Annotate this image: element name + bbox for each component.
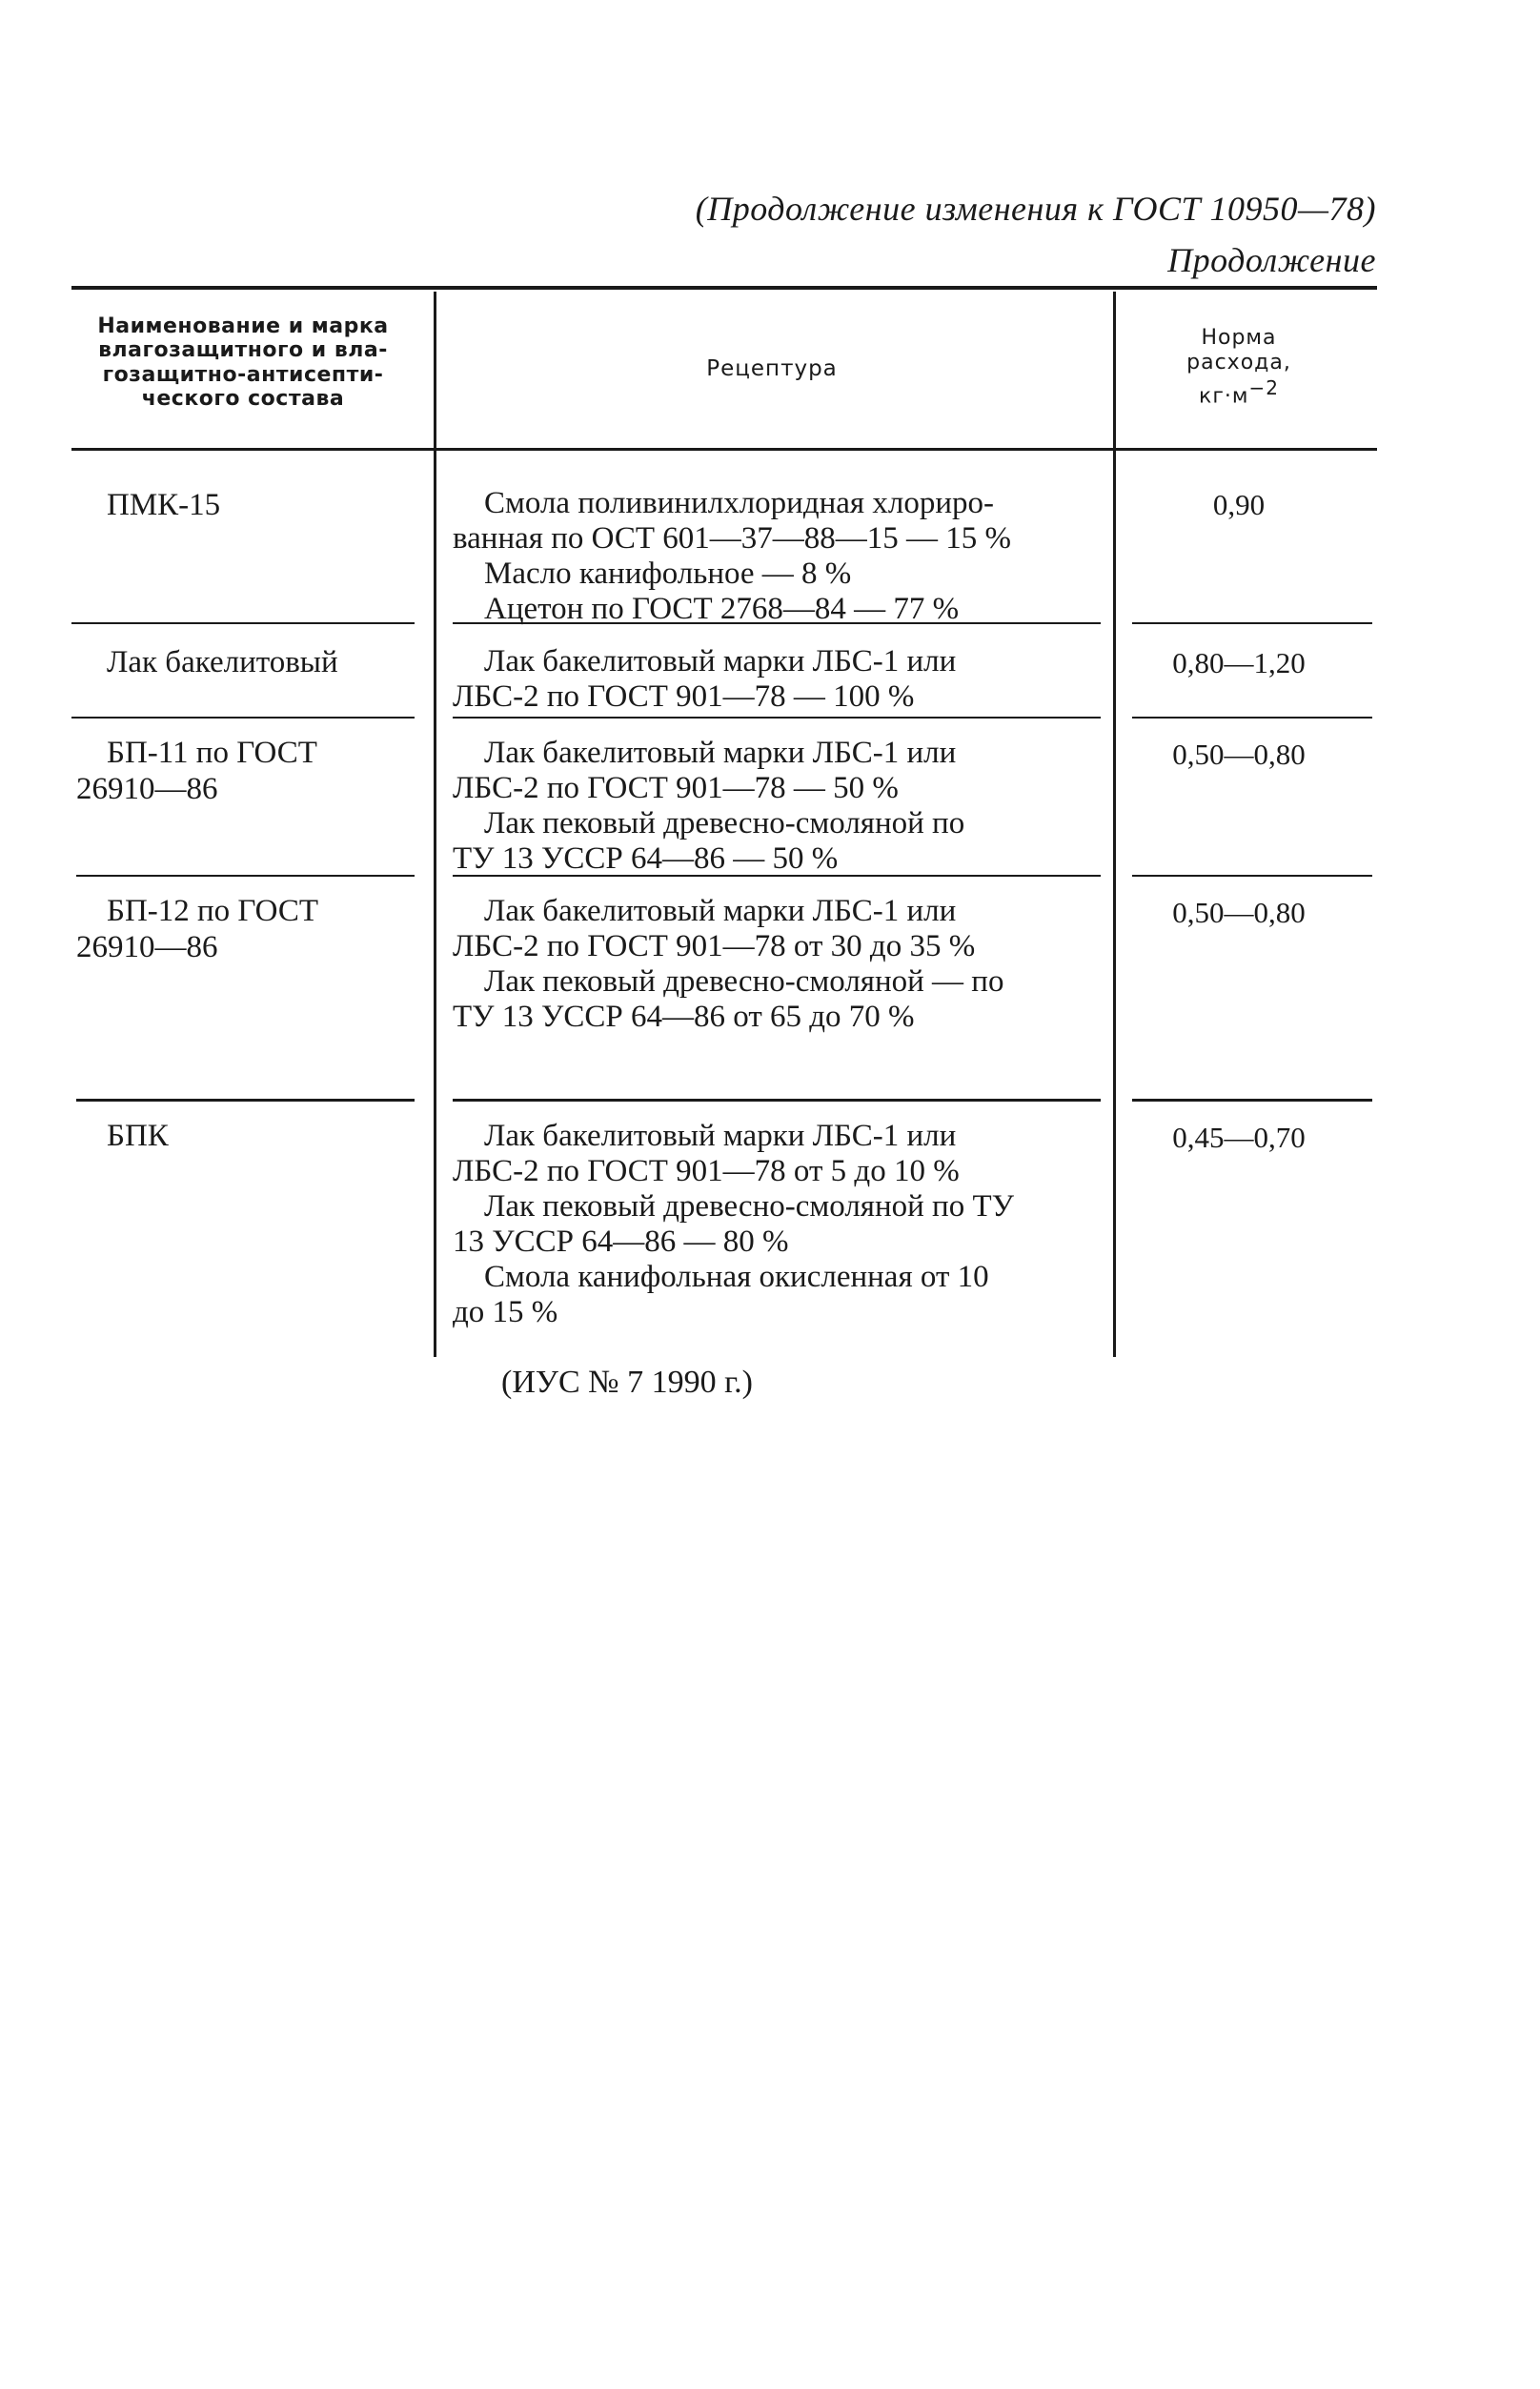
recipe-line: ЛБС-2 по ГОСТ 901—78 — 50 % — [453, 771, 899, 805]
recipe-line: ТУ 13 УССР 64—86 — 50 % — [453, 841, 839, 876]
recipe-line: ЛБС-2 по ГОСТ 901—78 от 5 до 10 % — [453, 1154, 960, 1188]
row-recipe — [453, 736, 1105, 877]
recipe-line: Лак бакелитовый марки ЛБС-1 или — [484, 1119, 957, 1153]
column-header-name-line: Наименование и марка — [97, 314, 389, 338]
row-name — [76, 736, 317, 808]
column-header-name-line: гозащитно-антисепти- — [102, 362, 384, 387]
row-norm: 0,50—0,80 — [1172, 896, 1306, 929]
row-separator — [1132, 875, 1372, 877]
column-header-name-line: влагозащитного и вла- — [98, 338, 388, 363]
row-recipe — [453, 894, 1105, 1035]
recipe-line: Лак бакелитовый марки ЛБС-1 или — [484, 736, 957, 770]
column-header-name-line: ческого состава — [141, 386, 345, 411]
row-separator — [453, 717, 1101, 719]
column-divider-left — [434, 292, 436, 1357]
recipe-line: Лак бакелитовый марки ЛБС-1 или — [484, 644, 957, 678]
row-name-line: 26910—86 — [76, 929, 218, 964]
column-header-recipe: Рецептура — [706, 356, 838, 381]
column-header-name — [71, 314, 415, 411]
row-separator — [453, 1099, 1101, 1102]
row-separator — [1132, 717, 1372, 719]
column-header-norm-line: расхода, — [1186, 351, 1291, 375]
column-header-norm — [1125, 326, 1353, 410]
row-name-line: 26910—86 — [76, 771, 218, 806]
row-name — [107, 645, 338, 681]
recipe-line: до 15 % — [453, 1295, 558, 1329]
row-separator — [71, 717, 415, 719]
column-divider-right — [1113, 292, 1116, 1357]
row-name — [107, 488, 220, 524]
continuation-label: Продолжение — [1167, 241, 1376, 279]
row-norm: 0,45—0,70 — [1172, 1121, 1306, 1154]
continuation-title: (Продолжение изменения к ГОСТ 10950—78) — [695, 190, 1376, 228]
row-recipe — [453, 644, 1105, 715]
recipe-line: ЛБС-2 по ГОСТ 901—78 — 100 % — [453, 679, 915, 714]
norm-unit-exponent: −2 — [1248, 375, 1279, 399]
recipe-line: ванная по ОСТ 601—37—88—15 — 15 % — [453, 521, 1011, 556]
row-name-line: БП-12 по ГОСТ — [107, 894, 319, 928]
row-separator — [76, 875, 415, 877]
recipe-line: Лак пековый древесно-смоляной — по — [484, 964, 1004, 999]
row-separator — [76, 1099, 415, 1102]
row-name-line: БПК — [107, 1119, 169, 1153]
row-separator — [1132, 622, 1372, 624]
recipe-line: Лак пековый древесно-смоляной по ТУ — [484, 1189, 1014, 1224]
row-name-line: ПМК-15 — [107, 488, 221, 522]
row-name-line: Лак бакелитовый — [107, 645, 338, 679]
recipe-line: ТУ 13 УССР 64—86 от 65 до 70 % — [453, 1000, 915, 1034]
recipe-line: ЛБС-2 по ГОСТ 901—78 от 30 до 35 % — [453, 929, 976, 963]
column-header-norm-line: Норма — [1201, 326, 1277, 350]
column-header-norm-line — [1125, 376, 1353, 410]
recipe-line: Смола поливинилхлоридная хлориро- — [484, 486, 994, 520]
row-separator — [71, 622, 415, 624]
recipe-line: Масло канифольное — 8 % — [484, 557, 852, 591]
norm-unit: кг·м — [1199, 384, 1249, 409]
row-separator — [1132, 1099, 1372, 1102]
row-name — [107, 1119, 169, 1155]
footer-note: (ИУС № 7 1990 г.) — [501, 1365, 753, 1400]
row-name — [76, 894, 318, 966]
row-name-line: БП-11 по ГОСТ — [107, 736, 317, 770]
row-recipe — [453, 1119, 1105, 1330]
row-norm: 0,80—1,20 — [1172, 646, 1306, 679]
row-recipe — [453, 486, 1105, 627]
recipe-line: Лак бакелитовый марки ЛБС-1 или — [484, 894, 957, 928]
row-norm: 0,50—0,80 — [1172, 738, 1306, 771]
recipe-line: Смола канифольная окисленная от 10 — [484, 1260, 989, 1294]
recipe-line: Лак пековый древесно-смоляной по — [484, 806, 965, 840]
recipe-line: 13 УССР 64—86 — 80 % — [453, 1225, 789, 1259]
recipe-line: Ацетон по ГОСТ 2768—84 — 77 % — [484, 592, 960, 626]
table-top-rule — [71, 286, 1377, 290]
table-header-rule — [71, 448, 1377, 451]
row-norm: 0,90 — [1212, 488, 1266, 521]
